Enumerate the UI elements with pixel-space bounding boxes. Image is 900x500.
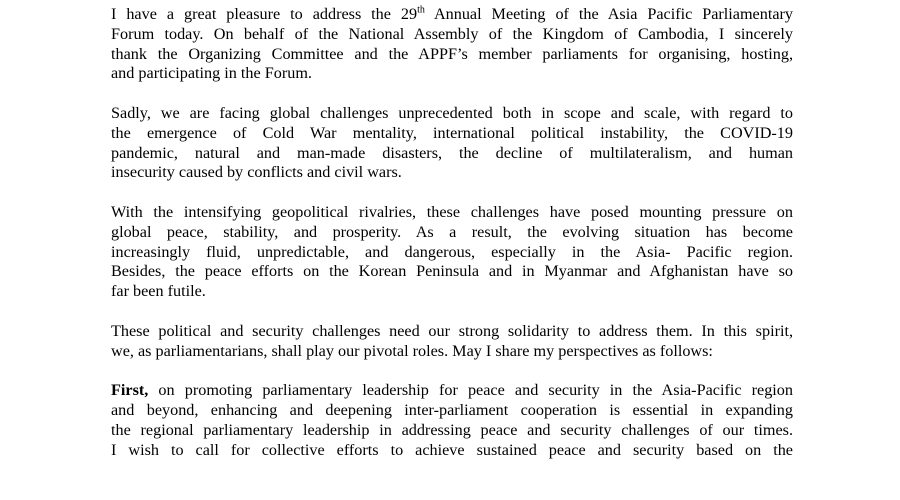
text-line: the emergence of Cold War mentality, international political instability, the COVID-19	[111, 123, 793, 142]
text-line: thank the Organizing Committee and the APPF’s member parliaments for organising, hosting,	[111, 44, 793, 63]
text-line	[111, 5, 793, 25]
paragraph-solidarity	[111, 322, 793, 362]
text-span: on promoting parliamentary leadership for peace and security in the Asia-Pacific region	[148, 381, 793, 400]
text-line: Besides, the peace efforts on the Korean Peninsula and in Myanmar and Afghanistan have so	[111, 262, 793, 281]
text-line: the regional parliamentary leadership in addressing peace and security challenges of our times.	[111, 420, 793, 439]
text-span: Annual Meeting of the Asia Pacific Parliamentary	[424, 5, 794, 23]
text-line: These political and security challenges need our strong solidarity to address them. In this spirit,	[111, 321, 793, 340]
text-line: far been futile.	[111, 282, 206, 301]
document-page	[111, 5, 793, 480]
text-line: insecurity caused by conflicts and civil wars.	[111, 163, 402, 182]
text-line: I wish to call for collective efforts to achieve sustained peace and security based on the	[111, 440, 793, 459]
ordinal-superscript: th	[417, 4, 425, 16]
text-line: With the intensifying geopolitical rivalries, these challenges have posed mounting pressure on	[111, 202, 793, 221]
text-line: we, as parliamentarians, shall play our pivotal roles. May I share my perspectives as follows:	[111, 341, 713, 360]
text-line	[111, 381, 793, 401]
paragraph-geopolitics	[111, 203, 793, 302]
text-line: pandemic, natural and man-made disasters, the decline of multilateralism, and human	[111, 143, 793, 162]
paragraph-greeting	[111, 5, 793, 84]
paragraph-challenges	[111, 104, 793, 183]
text-line: Sadly, we are facing global challenges unprecedented both in scope and scale, with regard to	[111, 103, 793, 122]
point-heading: First,	[111, 381, 149, 400]
text-line: and beyond, enhancing and deepening inter-parliament cooperation is essential in expanding	[111, 400, 793, 419]
text-line: increasingly fluid, unpredictable, and dangerous, especially in the Asia- Pacific region.	[111, 242, 793, 261]
text-line: global peace, stability, and prosperity. As a result, the evolving situation has become	[111, 222, 793, 241]
paragraph-first-point	[111, 381, 793, 460]
text-line: and participating in the Forum.	[111, 64, 312, 83]
text-span: I have a great pleasure to address the 29	[111, 5, 418, 23]
text-line: Forum today. On behalf of the National Assembly of the Kingdom of Cambodia, I sincerely	[111, 24, 793, 43]
